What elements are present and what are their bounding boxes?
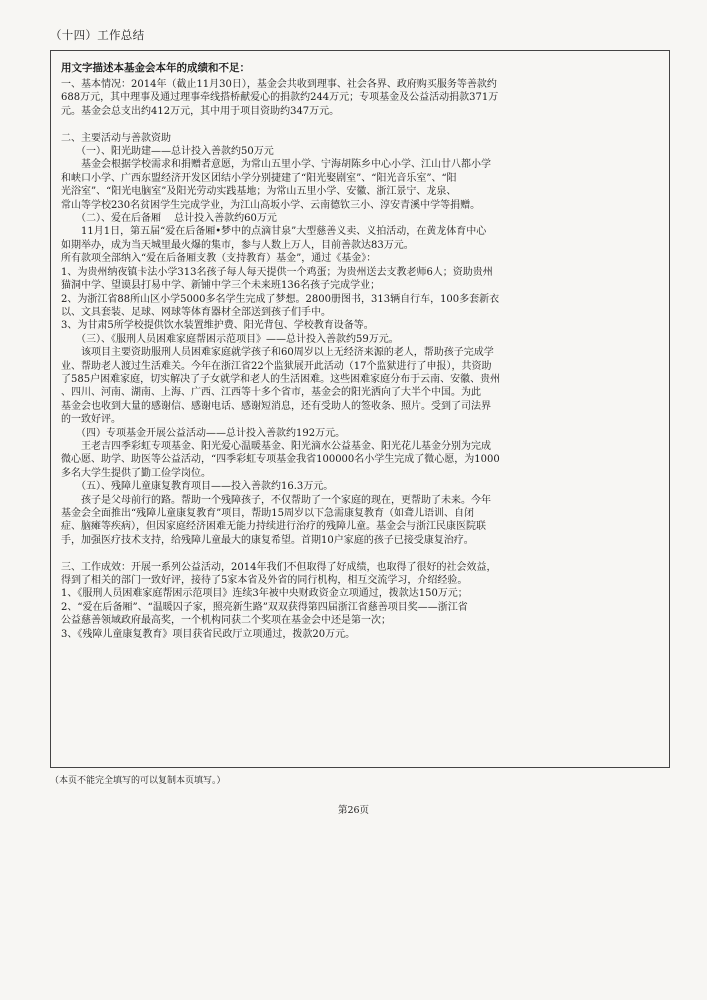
summary-line: 以、文具套装、足球、网球等体育器材全部送到孩子们手中。 [61, 306, 331, 318]
summary-line: 得到了相关的部门一致好评，接待了5家本省及外省的同行机构，相互交流学习，介绍经验。 [61, 575, 468, 587]
summary-line: 基金会全面推出“残障儿童康复教育”项目，帮助15周岁以下急需康复教育（如聋儿语训、自闭 [61, 508, 474, 519]
summary-line: 孩子是父母前行的路。帮助一个残障孩子，不仅帮助了一个家庭的现在，更帮助了未来。今年 [61, 494, 491, 506]
page-number: 第26页 [337, 805, 370, 816]
summary-line: 王老吉四季彩虹专项基金、阳光爱心温暖基金、阳光滴水公益基金、阳光花儿基金分别为完成 [61, 440, 491, 452]
summary-line: 二、主要活动与善款资助 [61, 132, 171, 144]
summary-prompt: 用文字描述本基金会本年的成绩和不足： [61, 62, 250, 74]
footnote: （本页不能完全填写的可以复制本页填写。） [50, 776, 226, 786]
summary-line: 3、为甘肃5所学校提供饮水装置维护费、阳光背包、学校教育设备等。 [61, 320, 374, 332]
summary-line: 一、基本情况：2014年（截止11月30日），基金会共收到理事、社会各界、政府购买服务等善款约 [61, 79, 497, 90]
summary-line: 1、《服刑人员困难家庭帮困示范项目》连续3年被中央财政资金立项通过，拨款达150万元； [61, 588, 468, 600]
summary-line: 的一致好评。 [61, 414, 121, 426]
summary-line: 了585户困难家庭，切实解决了子女就学和老人的生活困难。这些困难家庭分布于云南、安徽、贵州 [61, 373, 501, 385]
summary-line: （五）、残障儿童康复教育项目——投入善款约16.3万元。 [61, 481, 334, 493]
summary-line [61, 118, 664, 131]
summary-line: （二）、爱在后备厢 总计投入善款约60万元 [61, 213, 277, 225]
summary-box [50, 50, 670, 768]
section-heading: （十四）工作总结 [50, 28, 145, 42]
summary-line: 症、脑瘫等疾病），但因家庭经济困难无能力持续进行治疗的残障儿童。基金会与浙江民康医院联 [61, 521, 486, 533]
summary-line: 688万元，其中理事及通过理事牵线搭桥献爱心的捐款约244万元；专项基金及公益活动捐款371万 [61, 92, 499, 104]
summary-line: 多名大学生提供了勤工俭学岗位。 [61, 467, 211, 479]
summary-line: 基金会根据学校需求和捐赠者意愿，为常山五里小学、宁海胡陈乡中心小学、江山廿八都小学 [61, 159, 491, 171]
summary-line: 基金会也收到大量的感谢信、感谢电话、感谢短消息，还有受助人的签收条、照片。受到了司法界 [61, 400, 491, 412]
summary-line: 常山等学校230名贫困学生完成学业，为江山高坂小学、云南德钦三小、淳安青溪中学等捐赠。 [61, 199, 481, 211]
summary-line: （一）、阳光助建——总计投入善款约50万元 [61, 146, 274, 158]
summary-line: 光浴室”、“阳光电脑室”及阳光劳动实践基地；为常山五里小学、安徽、浙江景宁、龙泉、 [61, 186, 457, 198]
summary-content [61, 78, 664, 641]
summary-line: 猫洞中学、望谟县打易中学、新铺中学三个未来班136名孩子完成学业； [61, 280, 381, 292]
summary-line: 元。基金会总支出约412万元，其中用于项目资助约347万元。 [61, 105, 340, 117]
summary-line [61, 547, 664, 560]
summary-line: 、四川、河南、湖南、上海、广西、江西等十多个省市，基金会的阳光洒向了大半个中国。为此 [61, 387, 481, 399]
summary-line: 1、为贵州纳夜镇卡法小学313名孩子每人每天提供一个鸡蛋；为贵州送去支教老师6人；资助贵州 [61, 266, 493, 278]
summary-line: 2、为浙江省88所山区小学5000多名学生完成了梦想。2800册图书，313辆自行车，100多套新衣 [61, 293, 500, 305]
summary-line: 公益慈善领域政府最高奖，一个机构同获二个奖项在基金会中还是第一次； [61, 615, 391, 627]
summary-line: 三、工作成效：开展一系列公益活动，2014年我们不但取得了好成绩，也取得了很好的社会效益， [61, 561, 497, 573]
summary-line: 微心愿、助学、助医等公益活动，“四季彩虹专项基金我省100000名小学生完成了微心愿，为1000 [61, 454, 500, 466]
summary-line: 如期举办，成为当天城里最火爆的集市，参与人数上万人，目前善款达83万元。 [61, 239, 414, 251]
summary-line: 2、“爱在后备厢”、“温暖囚子家，照亮新生路”双双获得第四届浙江省慈善项目奖——浙江省 [61, 601, 468, 613]
summary-line: 所有款项全部纳入“爱在后备厢支教（支持教育）基金”，通过《基金》： [61, 253, 377, 265]
summary-line: 3、《残障儿童康复教育》项目获省民政厅立项通过，拨款20万元。 [61, 628, 356, 640]
summary-line: （四）专项基金开展公益活动——总计投入善款约192万元。 [61, 427, 346, 439]
summary-line: 手，加强医疗技术支持，给残障儿童最大的康复希望。首期10户家庭的孩子已接受康复治疗。 [61, 534, 474, 546]
summary-line: 该项目主要资助服刑人员困难家庭就学孩子和60周岁以上无经济来源的老人，帮助孩子完成学 [61, 347, 494, 359]
summary-line: （三）、《服刑人员困难家庭帮困示范项目》——总计投入善款约59万元。 [61, 333, 399, 345]
summary-line: 和峡口小学、广西东盟经济开发区团结小学分别捷建了“阳光娶剧室”、“阳光音乐室”、“阳 [61, 172, 457, 184]
summary-line: 业、帮助老人渡过生活难关。今年在浙江省22个监狱展开此活动（17个监狱进行了申报），共资助 [61, 360, 492, 372]
summary-line: 11月1日，第五届“爱在后备厢•梦中的点滴甘泉”大型慈善义卖、义拍活动，在黄龙体育中心 [61, 226, 487, 238]
